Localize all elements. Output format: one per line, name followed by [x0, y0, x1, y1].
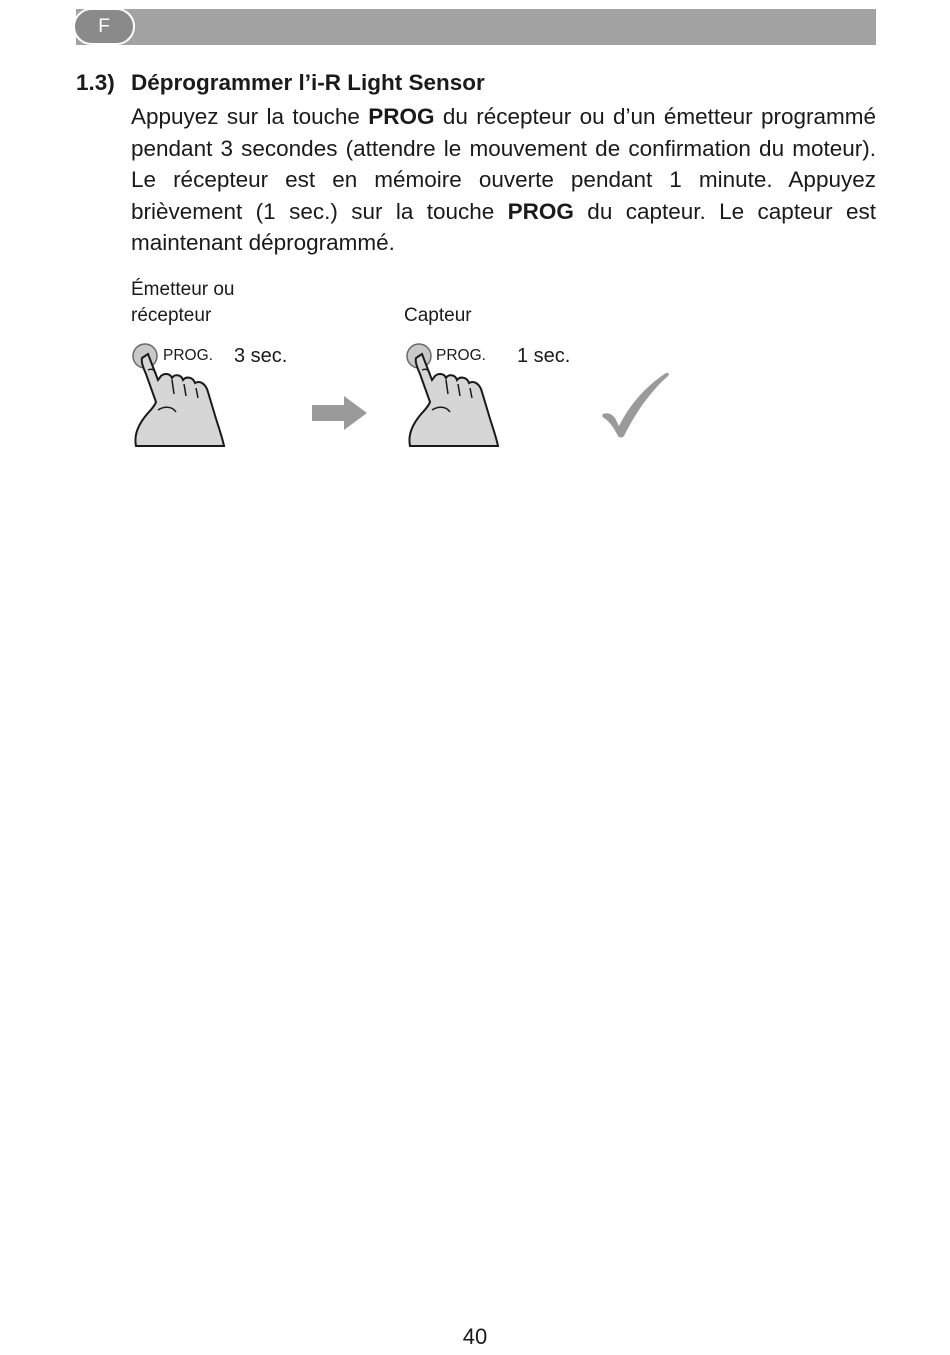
- body-bold-prog-1: PROG: [368, 104, 435, 129]
- step2-label: Capteur: [404, 305, 472, 326]
- step1-label-line1: Émetteur ou: [131, 279, 235, 300]
- step2-duration: 1 sec.: [517, 345, 571, 367]
- step1-duration: 3 sec.: [234, 345, 288, 367]
- body-text-3: du capteur. Le capteur est maintenant déprogrammé.: [131, 198, 876, 255]
- section-number: 1.3): [76, 70, 115, 95]
- step1-prog-button-label: PROG.: [163, 347, 213, 364]
- section-body: [131, 101, 876, 259]
- page-number: 40: [462, 1324, 488, 1349]
- step1-label: [131, 277, 235, 329]
- right-arrow-icon: [310, 394, 370, 432]
- step2-prog-button-label: PROG.: [436, 347, 486, 364]
- body-text-1: Appuyez sur la touche: [131, 104, 369, 129]
- step1-label-line2: récepteur: [131, 305, 212, 326]
- section-title: Déprogrammer l’i-R Light Sensor: [131, 70, 485, 95]
- body-bold-prog-2: PROG: [507, 198, 574, 224]
- body-text-2: du récepteur ou d’un émetteur programmé pendant 3 secondes (attendre le mouvement de confirmation du moteur). Le récepteur est en mémoire ouverte pendant 1 minute. Appuyez brièvement (1 sec.) sur la touche: [131, 104, 876, 224]
- header-bar: [76, 9, 876, 45]
- language-tab: F: [73, 8, 135, 45]
- checkmark-icon: [600, 370, 672, 440]
